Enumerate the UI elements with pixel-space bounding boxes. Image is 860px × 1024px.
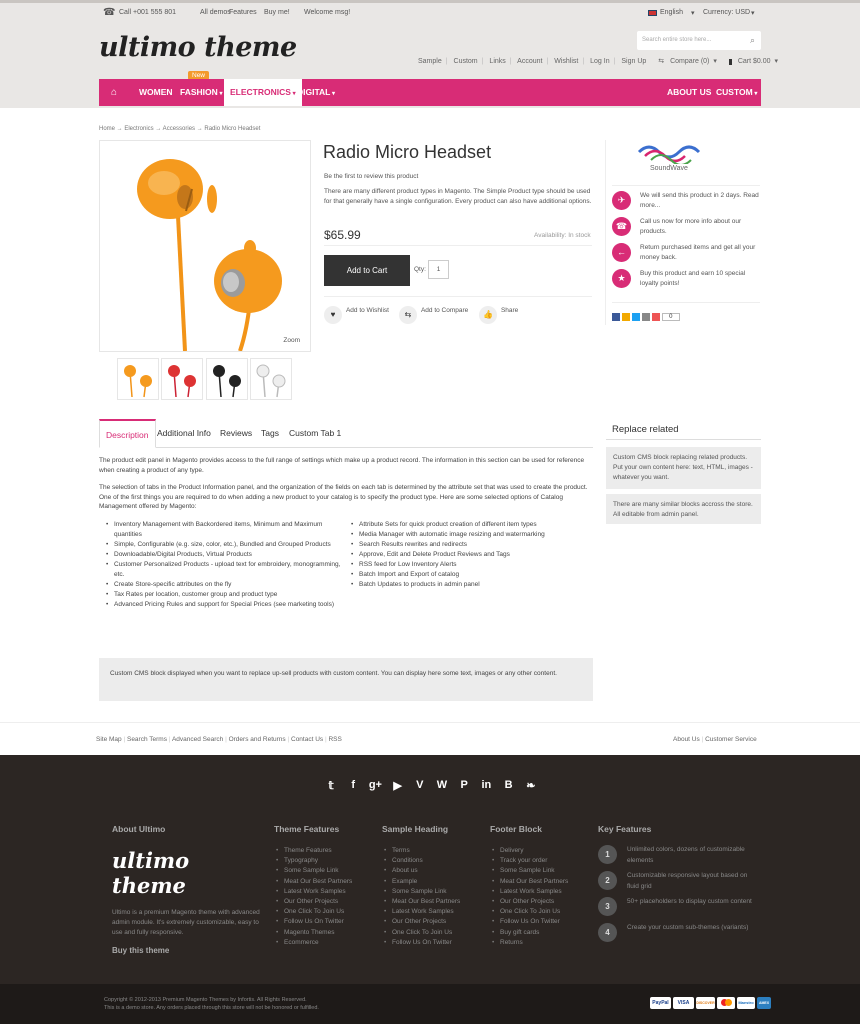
sidebar-divider <box>605 140 606 325</box>
brand-name: SoundWave <box>650 165 688 172</box>
feature-text: Customizable responsive layout based on fluid grid <box>627 872 748 890</box>
list-item: • Advanced Pricing Rules and support for Special Prices (see marketing tools) <box>104 600 344 610</box>
footer-link[interactable]: • Magento Themes <box>274 928 379 938</box>
footer-link[interactable]: • Meat Our Best Partners <box>382 897 487 907</box>
main-nav <box>99 79 761 106</box>
product-tabs <box>99 419 593 448</box>
search-placeholder: Search entire store here... <box>642 37 712 43</box>
footer-link[interactable]: • Delivery <box>490 846 595 856</box>
youtube-icon[interactable]: ▶ <box>393 780 402 792</box>
list-item: • Simple, Configurable (e.g. size, color, etc.), Bundled and Grouped Products <box>104 540 344 550</box>
footer-links-left: Site Map | Search Terms | Advanced Search | Orders and Returns | Contact Us | RSS <box>96 736 342 743</box>
tab-tags[interactable]: Tags <box>261 428 279 438</box>
home-icon[interactable]: ⌂ <box>111 87 118 98</box>
loyalty-text: Buy this product and earn 10 special loyalty points! <box>640 270 746 287</box>
cart-link[interactable]: Cart $0.00 <box>737 58 771 65</box>
feature-text: 50+ placeholders to display custom content <box>627 898 752 905</box>
soundwave-wave-icon <box>637 140 737 164</box>
feature-text: Unlimited colors, dozens of customizable elements <box>627 846 745 864</box>
maestro-icon: Maestro <box>737 997 755 1009</box>
shipping-text: We will send this product in 2 days. <box>640 192 742 199</box>
footer-link[interactable]: • Meat Our Best Partners <box>490 877 595 887</box>
copyright <box>104 996 319 1012</box>
wishlist-action[interactable] <box>324 306 389 324</box>
footer-link[interactable]: • Some Sample Link <box>490 866 595 876</box>
divider <box>324 245 592 246</box>
email-share-icon[interactable] <box>642 313 650 321</box>
qty-label: Qty: <box>414 266 426 273</box>
footer-link[interactable]: • Our Other Projects <box>490 897 595 907</box>
footer-link[interactable]: • Latest Work Samples <box>490 887 595 897</box>
side-info-return <box>612 243 760 267</box>
call-text: Call us now for more info about our products. <box>640 218 742 235</box>
thumb-white[interactable] <box>250 358 292 400</box>
link-site-map[interactable]: Site Map <box>96 736 122 743</box>
account-links: Sample | Custom | Links | Account | Wishlist | Log In | Sign Up ⇆ Compare (0) ▾ ■ Cart $0.00 ▾ <box>418 58 779 65</box>
list-item: • Customer Personalized Products - upload text for embroidery, monogramming, etc. <box>104 560 344 580</box>
footer-link[interactable]: • Some Sample Link <box>274 866 379 876</box>
search-icon[interactable]: ⌕ <box>749 35 755 45</box>
col-title: Sample Heading <box>382 824 449 834</box>
headset-illustration <box>100 141 310 351</box>
link-customer-service[interactable]: Customer Service <box>705 736 757 743</box>
qty-input[interactable]: 1 <box>428 260 449 279</box>
review-link[interactable]: Be the first to review this product <box>324 173 419 180</box>
arrow-left-icon: ← <box>612 243 631 262</box>
footer-link[interactable]: • Theme Features <box>274 846 379 856</box>
link-all-demos[interactable]: All demos <box>200 9 231 16</box>
footer-col-theme-features <box>274 824 379 948</box>
pinterest-icon[interactable]: P <box>460 779 468 791</box>
blogger-icon[interactable]: B <box>504 779 513 791</box>
thumb-black-img <box>207 359 247 399</box>
key-feature-2 <box>598 871 760 893</box>
share-action[interactable] <box>479 306 518 324</box>
wordpress-icon[interactable]: W <box>436 779 448 791</box>
nav-women[interactable]: WOMEN <box>139 87 173 97</box>
nav-about-us[interactable]: ABOUT US <box>667 87 712 97</box>
favorite-share-icon[interactable] <box>622 313 630 321</box>
divider <box>324 296 592 297</box>
footer-link[interactable]: • Follow Us On Twitter <box>274 917 379 927</box>
tab-additional-info[interactable]: Additional Info <box>157 428 211 438</box>
visa-icon: VISA <box>673 997 694 1009</box>
thumb-orange[interactable] <box>117 358 159 400</box>
phone-text: Call +001 555 801 <box>119 9 177 16</box>
phone-icon: ☎ <box>612 217 631 236</box>
divider <box>606 439 761 440</box>
link-account[interactable]: Account <box>517 58 543 65</box>
footer-link[interactable]: • Latest Work Samples <box>382 907 487 917</box>
description-p1: The product edit panel in Magento provides access to the full range of settings which make up a product record. The information in this section can be used for reference when creating a product of any type. <box>99 457 585 474</box>
footer-link[interactable]: • Latest Work Samples <box>274 887 379 897</box>
list-item: • Batch Import and Export of catalog <box>349 570 589 580</box>
feature-number: 3 <box>598 897 617 916</box>
currency-chevron-icon: ▾ <box>751 10 755 17</box>
feature-text: Create your custom sub-themes (variants) <box>627 924 749 931</box>
buy-theme-link[interactable]: Buy this theme <box>112 946 170 955</box>
related-title: Replace related <box>612 424 679 435</box>
col-title: Key Features <box>598 824 652 834</box>
footer-link[interactable]: • Follow Us On Twitter <box>382 938 487 948</box>
compare-link[interactable]: Compare (0) <box>670 58 710 65</box>
feature-number: 1 <box>598 845 617 864</box>
footer-link[interactable]: • One Click To Join Us <box>382 928 487 938</box>
twitter-icon[interactable]: 𝕥 <box>328 780 334 792</box>
footer-link[interactable]: • Typography <box>274 856 379 866</box>
share-count: 0 <box>662 313 680 321</box>
feature-list-left <box>104 520 344 610</box>
footer-link[interactable]: • Ecommerce <box>274 938 379 948</box>
logo[interactable]: ultimo theme <box>99 32 297 63</box>
top-bar <box>99 6 761 22</box>
zoom-label[interactable]: Zoom <box>283 336 300 344</box>
feature-number: 4 <box>598 923 617 942</box>
key-feature-3 <box>598 897 760 919</box>
thumb-black[interactable] <box>206 358 248 400</box>
compare-icon: ⇆ <box>658 58 665 65</box>
share-bar <box>612 313 680 321</box>
related-block-2: There are many similar blocks accross the store. All editable from admin panel. <box>606 494 761 524</box>
availability: Availability: In stock <box>534 232 591 239</box>
divider <box>612 185 760 186</box>
language-chevron-icon: ▾ <box>691 10 695 17</box>
currency-select[interactable]: Currency: USD <box>703 9 751 16</box>
more-share-icon[interactable] <box>652 313 660 321</box>
list-item: • Inventory Management with Backordered items, Minimum and Maximum quantities <box>104 520 344 540</box>
divider <box>612 302 760 303</box>
flag-icon <box>648 10 657 16</box>
welcome-msg: Welcome msg! <box>304 9 351 16</box>
link-advanced-search[interactable]: Advanced Search <box>171 736 224 743</box>
thumb-white-img <box>251 359 291 399</box>
footer-link[interactable]: • One Click To Join Us <box>490 907 595 917</box>
leaf-icon[interactable]: ❧ <box>526 780 536 792</box>
list-item: • Search Results rewrites and redirects <box>349 540 589 550</box>
link-contact-us[interactable]: Contact Us <box>291 736 324 743</box>
about-text: Ultimo is a premium Magento theme with advanced admin module. It's extremely customizable, easy to use and fully responsive. <box>112 909 260 936</box>
feature-list-right <box>349 520 589 590</box>
side-info-call <box>612 217 760 241</box>
link-buy-me[interactable]: Buy me! <box>264 9 290 16</box>
footer-link[interactable]: • Meat Our Best Partners <box>274 877 379 887</box>
tab-custom-tab-1[interactable]: Custom Tab 1 <box>289 428 342 438</box>
key-feature-4 <box>598 923 760 945</box>
compare-arrows-icon: ⇆ <box>399 306 417 324</box>
nav-fashion[interactable]: FASHION ▾ <box>180 87 223 97</box>
link-features[interactable]: Features <box>229 9 257 16</box>
list-item: • Approve, Edit and Delete Product Reviews and Tags <box>349 550 589 560</box>
list-item: • Batch Updates to products in admin panel <box>349 580 589 590</box>
nav-digital[interactable]: DIGITAL ▾ <box>297 87 336 97</box>
footer-links-right: About Us | Customer Service <box>673 736 757 743</box>
link-rss[interactable]: RSS <box>328 736 342 743</box>
product-title: Radio Micro Headset <box>323 142 492 162</box>
key-feature-1 <box>598 845 760 867</box>
amex-icon: AMEX <box>757 997 771 1009</box>
brand-logo[interactable] <box>637 140 737 180</box>
language-select[interactable]: English <box>660 9 683 16</box>
footer-link[interactable]: • One Click To Join Us <box>274 907 379 917</box>
description-p2: The selection of tabs in the Product Information panel, and the organization of the fields on each tab is determined by the attribute set that was used to create the product. One of the first things you are required to do when adding a new product to your catalog is to specify the product type. Here are some selected options of Catalog Management offered by Magento: <box>99 484 588 510</box>
facebook-icon[interactable]: f <box>351 779 356 791</box>
discover-icon: DISCOVER <box>696 997 715 1009</box>
footer-link[interactable]: • Example <box>382 877 487 887</box>
compare-label: Add to Compare <box>420 307 469 314</box>
product-main-image[interactable] <box>99 140 311 352</box>
facebook-share-icon[interactable] <box>612 313 620 321</box>
footer-logo: ultimo theme <box>112 848 190 898</box>
return-text: Return purchased items and get all your money back. <box>640 244 756 261</box>
add-to-cart-button[interactable]: Add to Cart <box>324 255 410 286</box>
phone-icon: ☎ <box>103 7 116 18</box>
mastercard-icon <box>717 997 735 1009</box>
tab-reviews[interactable]: Reviews <box>220 428 253 438</box>
cart-icon: ■ <box>728 59 732 65</box>
thumb-orange-img <box>118 359 158 399</box>
footer-link[interactable]: • Some Sample Link <box>382 887 487 897</box>
footer-col-key-features <box>598 824 760 846</box>
thumb-red-img <box>162 359 202 399</box>
share-label: Share <box>500 307 519 314</box>
product-price: $65.99 <box>324 228 361 242</box>
footer-col-footer-block <box>490 824 595 948</box>
search-input[interactable] <box>637 31 761 50</box>
side-info-shipping <box>612 191 760 215</box>
footer-link[interactable]: • About us <box>382 866 487 876</box>
footer-col-sample-heading <box>382 824 487 948</box>
upsell-cms-block: Custom CMS block displayed when you want to replace up-sell products with custom content. You can display here some text, images or any other content. <box>99 658 593 701</box>
link-orders-returns[interactable]: Orders and Returns <box>228 736 286 743</box>
copyright-line-2: This is a demo store. Any orders placed through this store will not be honored or fulfilled. <box>104 1005 319 1011</box>
tab-description[interactable]: Description <box>99 419 156 448</box>
footer-link[interactable]: • Follow Us On Twitter <box>490 917 595 927</box>
vimeo-icon[interactable]: V <box>416 779 424 791</box>
thumb-red[interactable] <box>161 358 203 400</box>
heart-icon: ♥ <box>324 306 342 324</box>
col-title: Theme Features <box>274 824 340 834</box>
description-content <box>99 456 593 512</box>
related-block-1: Custom CMS block replacing related products. Put your own content here: text, HTML, images - whatever you want. <box>606 447 761 489</box>
link-links[interactable]: Links <box>489 58 506 65</box>
feature-number: 2 <box>598 871 617 890</box>
linkedin-icon[interactable]: in <box>481 779 492 791</box>
nav-custom[interactable]: CUSTOM ▾ <box>716 87 758 97</box>
list-item: • Create Store-specific attributes on the fly <box>104 580 344 590</box>
wishlist-label: Add to Wishlist <box>345 307 389 314</box>
thumbs-up-icon: 👍 <box>479 306 497 324</box>
footer-link[interactable]: • Terms <box>382 846 487 856</box>
about-title: About Ultimo <box>112 824 166 834</box>
twitter-share-icon[interactable] <box>632 313 640 321</box>
nav-electronics[interactable]: ELECTRONICS ▾ <box>224 79 302 106</box>
list-item: • Attribute Sets for quick product creation of different item types <box>349 520 589 530</box>
col-title: Footer Block <box>490 824 542 834</box>
compare-action[interactable] <box>399 306 468 324</box>
link-wishlist[interactable]: Wishlist <box>554 58 579 65</box>
list-item: • RSS feed for Low Inventory Alerts <box>349 560 589 570</box>
breadcrumb[interactable]: Home → Electronics → Accessories → Radio Micro Headset <box>99 126 261 132</box>
read-more-link[interactable]: Read more... <box>640 192 759 209</box>
footer-link[interactable]: • Buy gift cards <box>490 928 595 938</box>
plane-icon: ✈ <box>612 191 631 210</box>
googleplus-icon[interactable]: g+ <box>368 779 382 791</box>
footer-link[interactable]: • Our Other Projects <box>274 897 379 907</box>
link-sample[interactable]: Sample <box>418 58 442 65</box>
footer-link[interactable]: • Returns <box>490 938 595 948</box>
footer-col-about <box>112 824 262 955</box>
new-badge: New <box>188 71 209 80</box>
link-custom[interactable]: Custom <box>453 58 478 65</box>
list-item: • Downloadable/Digital Products, Virtual Products <box>104 550 344 560</box>
footer-link[interactable]: • Conditions <box>382 856 487 866</box>
side-info-loyalty <box>612 269 760 293</box>
list-item: • Media Manager with automatic image resizing and watermarking <box>349 530 589 540</box>
list-item: • Tax Rates per location, customer group and product type <box>104 590 344 600</box>
copyright-line-1: Copyright © 2012-2013 Premium Magento Themes by Infortis. All Rights Reserved. <box>104 997 307 1003</box>
footer-link[interactable]: • Track your order <box>490 856 595 866</box>
link-login[interactable]: Log In <box>590 58 610 65</box>
short-description: There are many different product types in Magento. The Simple Product type should be used for that generally have a single configuration. Every product can also have additional options. <box>324 188 592 205</box>
footer-link[interactable]: • Our Other Projects <box>382 917 487 927</box>
link-about-us[interactable]: About Us <box>673 736 700 743</box>
paypal-icon: PayPal <box>650 997 671 1009</box>
link-search-terms[interactable]: Search Terms <box>126 736 167 743</box>
link-signup[interactable]: Sign Up <box>621 58 647 65</box>
star-icon: ★ <box>612 269 631 288</box>
